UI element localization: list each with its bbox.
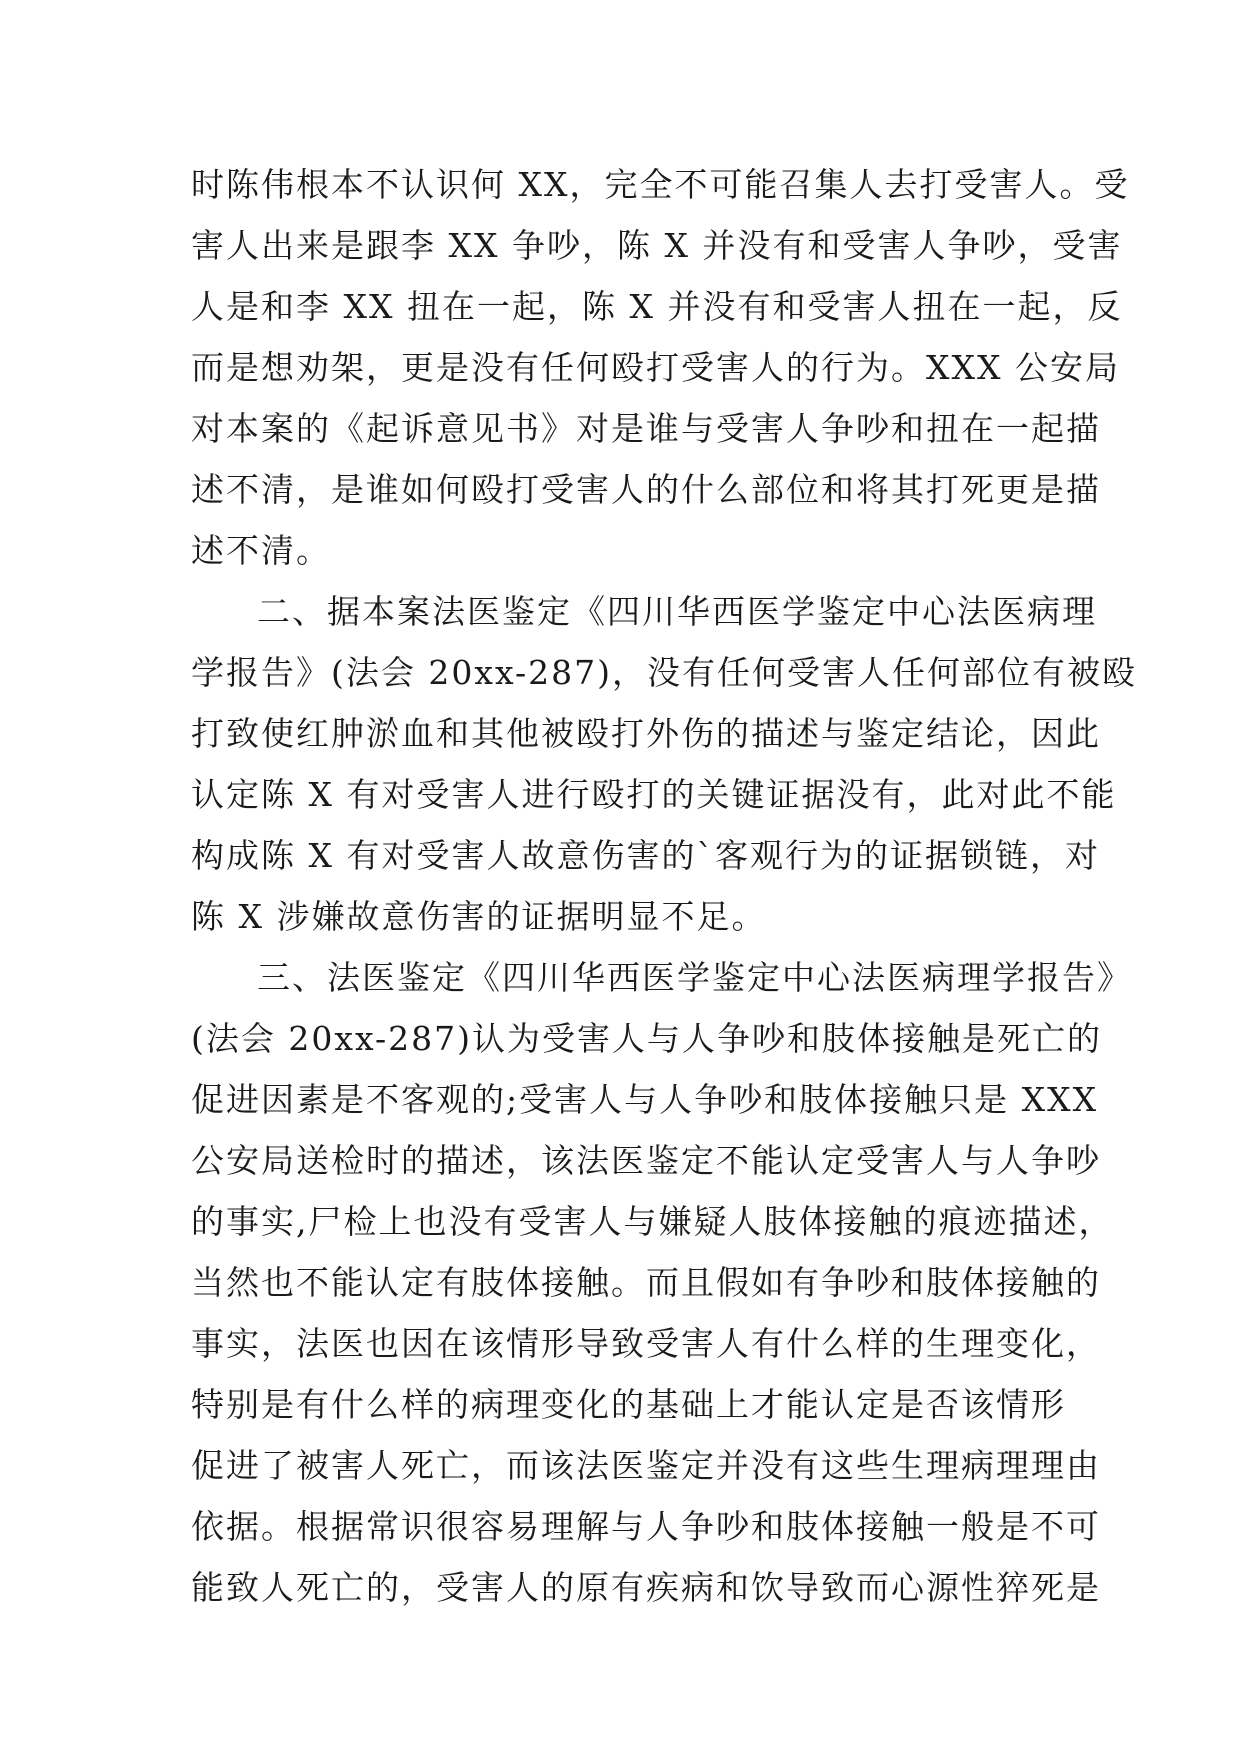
text-line: 促进因素是不客观的;受害人与人争吵和肢体接触只是 XXX: [191, 1080, 1099, 1119]
text-line: 而是想劝架，更是没有任何殴打受害人的行为。XXX 公安局: [191, 348, 1120, 387]
text-line: 特别是有什么样的病理变化的基础上才能认定是否该情形: [191, 1385, 1066, 1424]
text-line: 害人出来是跟李 XX 争吵，陈 X 并没有和受害人争吵，受害: [191, 226, 1123, 265]
text-line: 能致人死亡的，受害人的原有疾病和饮导致而心源性猝死是: [191, 1568, 1101, 1607]
text-line: 公安局送检时的描述，该法医鉴定不能认定受害人与人争吵: [191, 1141, 1101, 1180]
text-line: (法会 20xx-287)认为受害人与人争吵和肢体接触是死亡的: [191, 1019, 1103, 1058]
text-line: 打致使红肿淤血和其他被殴打外伤的描述与鉴定结论，因此: [191, 714, 1101, 753]
paragraph-2-first-line: 二、据本案法医鉴定《四川华西医学鉴定中心法医病理: [257, 592, 1097, 631]
text-line: 的事实,尸检上也没有受害人与嫌疑人肢体接触的痕迹描述，: [191, 1202, 1114, 1241]
text-line: 依据。根据常识很容易理解与人争吵和肢体接触一般是不可: [191, 1507, 1101, 1546]
text-line: 时陈伟根本不认识何 XX，完全不可能召集人去打受害人。受: [191, 165, 1130, 204]
text-line: 学报告》(法会 20xx-287)，没有任何受害人任何部位有被殴: [191, 653, 1138, 692]
paragraph-end-line: 述不清。: [191, 531, 331, 570]
text-line: 述不清，是谁如何殴打受害人的什么部位和将其打死更是描: [191, 470, 1101, 509]
text-line: 人是和李 XX 扭在一起，陈 X 并没有和受害人扭在一起，反: [191, 287, 1123, 326]
text-line: 促进了被害人死亡，而该法医鉴定并没有这些生理病理理由: [191, 1446, 1101, 1485]
text-line: 事实，法医也因在该情形导致受害人有什么样的生理变化，: [191, 1324, 1101, 1363]
paragraph-end-line: 陈 X 涉嫌故意伤害的证据明显不足。: [191, 897, 767, 936]
text-line: 认定陈 X 有对受害人进行殴打的关键证据没有，此对此不能: [191, 775, 1117, 814]
text-line: 当然也不能认定有肢体接触。而且假如有争吵和肢体接触的: [191, 1263, 1101, 1302]
text-line: 构成陈 X 有对受害人故意伤害的`客观行为的证据锁链，对: [191, 836, 1100, 875]
text-line: 对本案的《起诉意见书》对是谁与受害人争吵和扭在一起描: [191, 409, 1101, 448]
paragraph-3-first-line: 三、法医鉴定《四川华西医学鉴定中心法医病理学报告》: [257, 958, 1132, 997]
document-body: [191, 154, 1138, 1618]
